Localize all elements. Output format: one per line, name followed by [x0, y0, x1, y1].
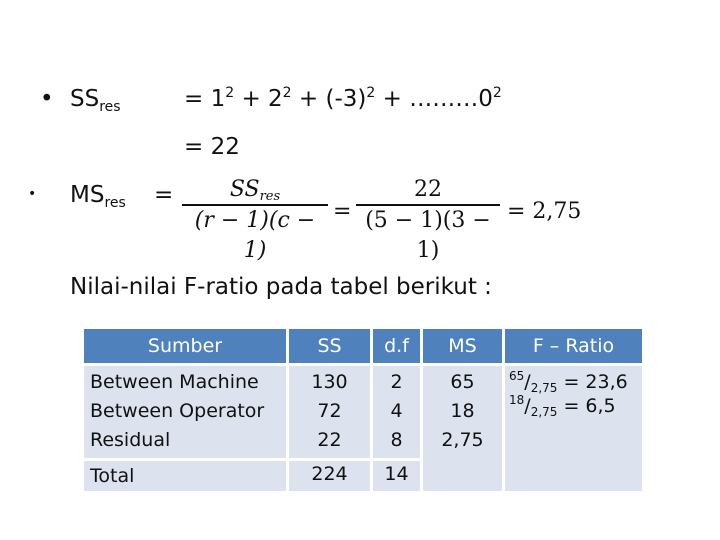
- msres-label: $MS_{res}$: [70, 182, 126, 211]
- fraction-2-numerator: 22: [414, 177, 442, 202]
- fraction-1: [182, 176, 328, 263]
- header-ss: SS: [289, 329, 370, 363]
- fraction-2: [356, 176, 500, 263]
- ssres-result: = 22: [184, 134, 240, 160]
- source-between-operator: Between Operator: [90, 400, 265, 422]
- f-ratio-operator: $^{18}/_{2,75} = 6,5$: [509, 393, 616, 419]
- df-residual: 8: [390, 429, 403, 451]
- ms-residual: 2,75: [441, 429, 484, 451]
- source-residual: Residual: [90, 429, 171, 451]
- bullet-2: •: [28, 186, 37, 202]
- ms-cell: [423, 366, 502, 491]
- msres-equals: =: [154, 182, 174, 208]
- formula-result: = 2,75: [507, 199, 582, 224]
- ms-machine: 65: [450, 371, 475, 393]
- sources-cell: [84, 366, 286, 458]
- header-df: d.f: [373, 329, 420, 363]
- formula-equals: =: [333, 199, 352, 224]
- header-sumber: Sumber: [84, 329, 286, 363]
- fraction-2-denominator: (5 − 1)(3 − 1): [365, 207, 491, 263]
- bullet-1: •: [40, 86, 54, 112]
- ss-cell: [289, 366, 370, 458]
- df-machine: 2: [390, 371, 403, 393]
- total-ss-cell: [289, 461, 370, 491]
- fraction-1-numerator: SSres: [229, 177, 281, 204]
- total-df-cell: [373, 461, 420, 491]
- total-df: 14: [384, 463, 409, 485]
- ms-operator: 18: [450, 400, 475, 422]
- fraction-1-denominator: (r − 1)(c − 1): [194, 207, 316, 263]
- f-ratio-machine: $^{65}/_{2,75} = 23,6$: [509, 369, 628, 395]
- header-f-ratio: F – Ratio: [505, 329, 642, 363]
- source-between-machine: Between Machine: [90, 371, 259, 393]
- ssres-label: $SS_{res}$: [70, 86, 121, 115]
- total-label: Total: [90, 465, 135, 487]
- total-ss: 224: [311, 463, 348, 485]
- header-ms: MS: [423, 329, 502, 363]
- table-intro: Nilai-nilai F-ratio pada tabel berikut :: [70, 274, 492, 300]
- ssres-expression: = $1^2 + 2^2 + (-3)^2$ + $\dots\dots\dots 0^2$: [184, 85, 502, 112]
- f-ratio-cell: [505, 366, 642, 491]
- df-operator: 4: [390, 400, 403, 422]
- ss-operator: 72: [317, 400, 342, 422]
- df-cell: [373, 366, 420, 458]
- ss-residual: 22: [317, 429, 342, 451]
- total-label-cell: [84, 461, 286, 491]
- ss-machine: 130: [311, 371, 348, 393]
